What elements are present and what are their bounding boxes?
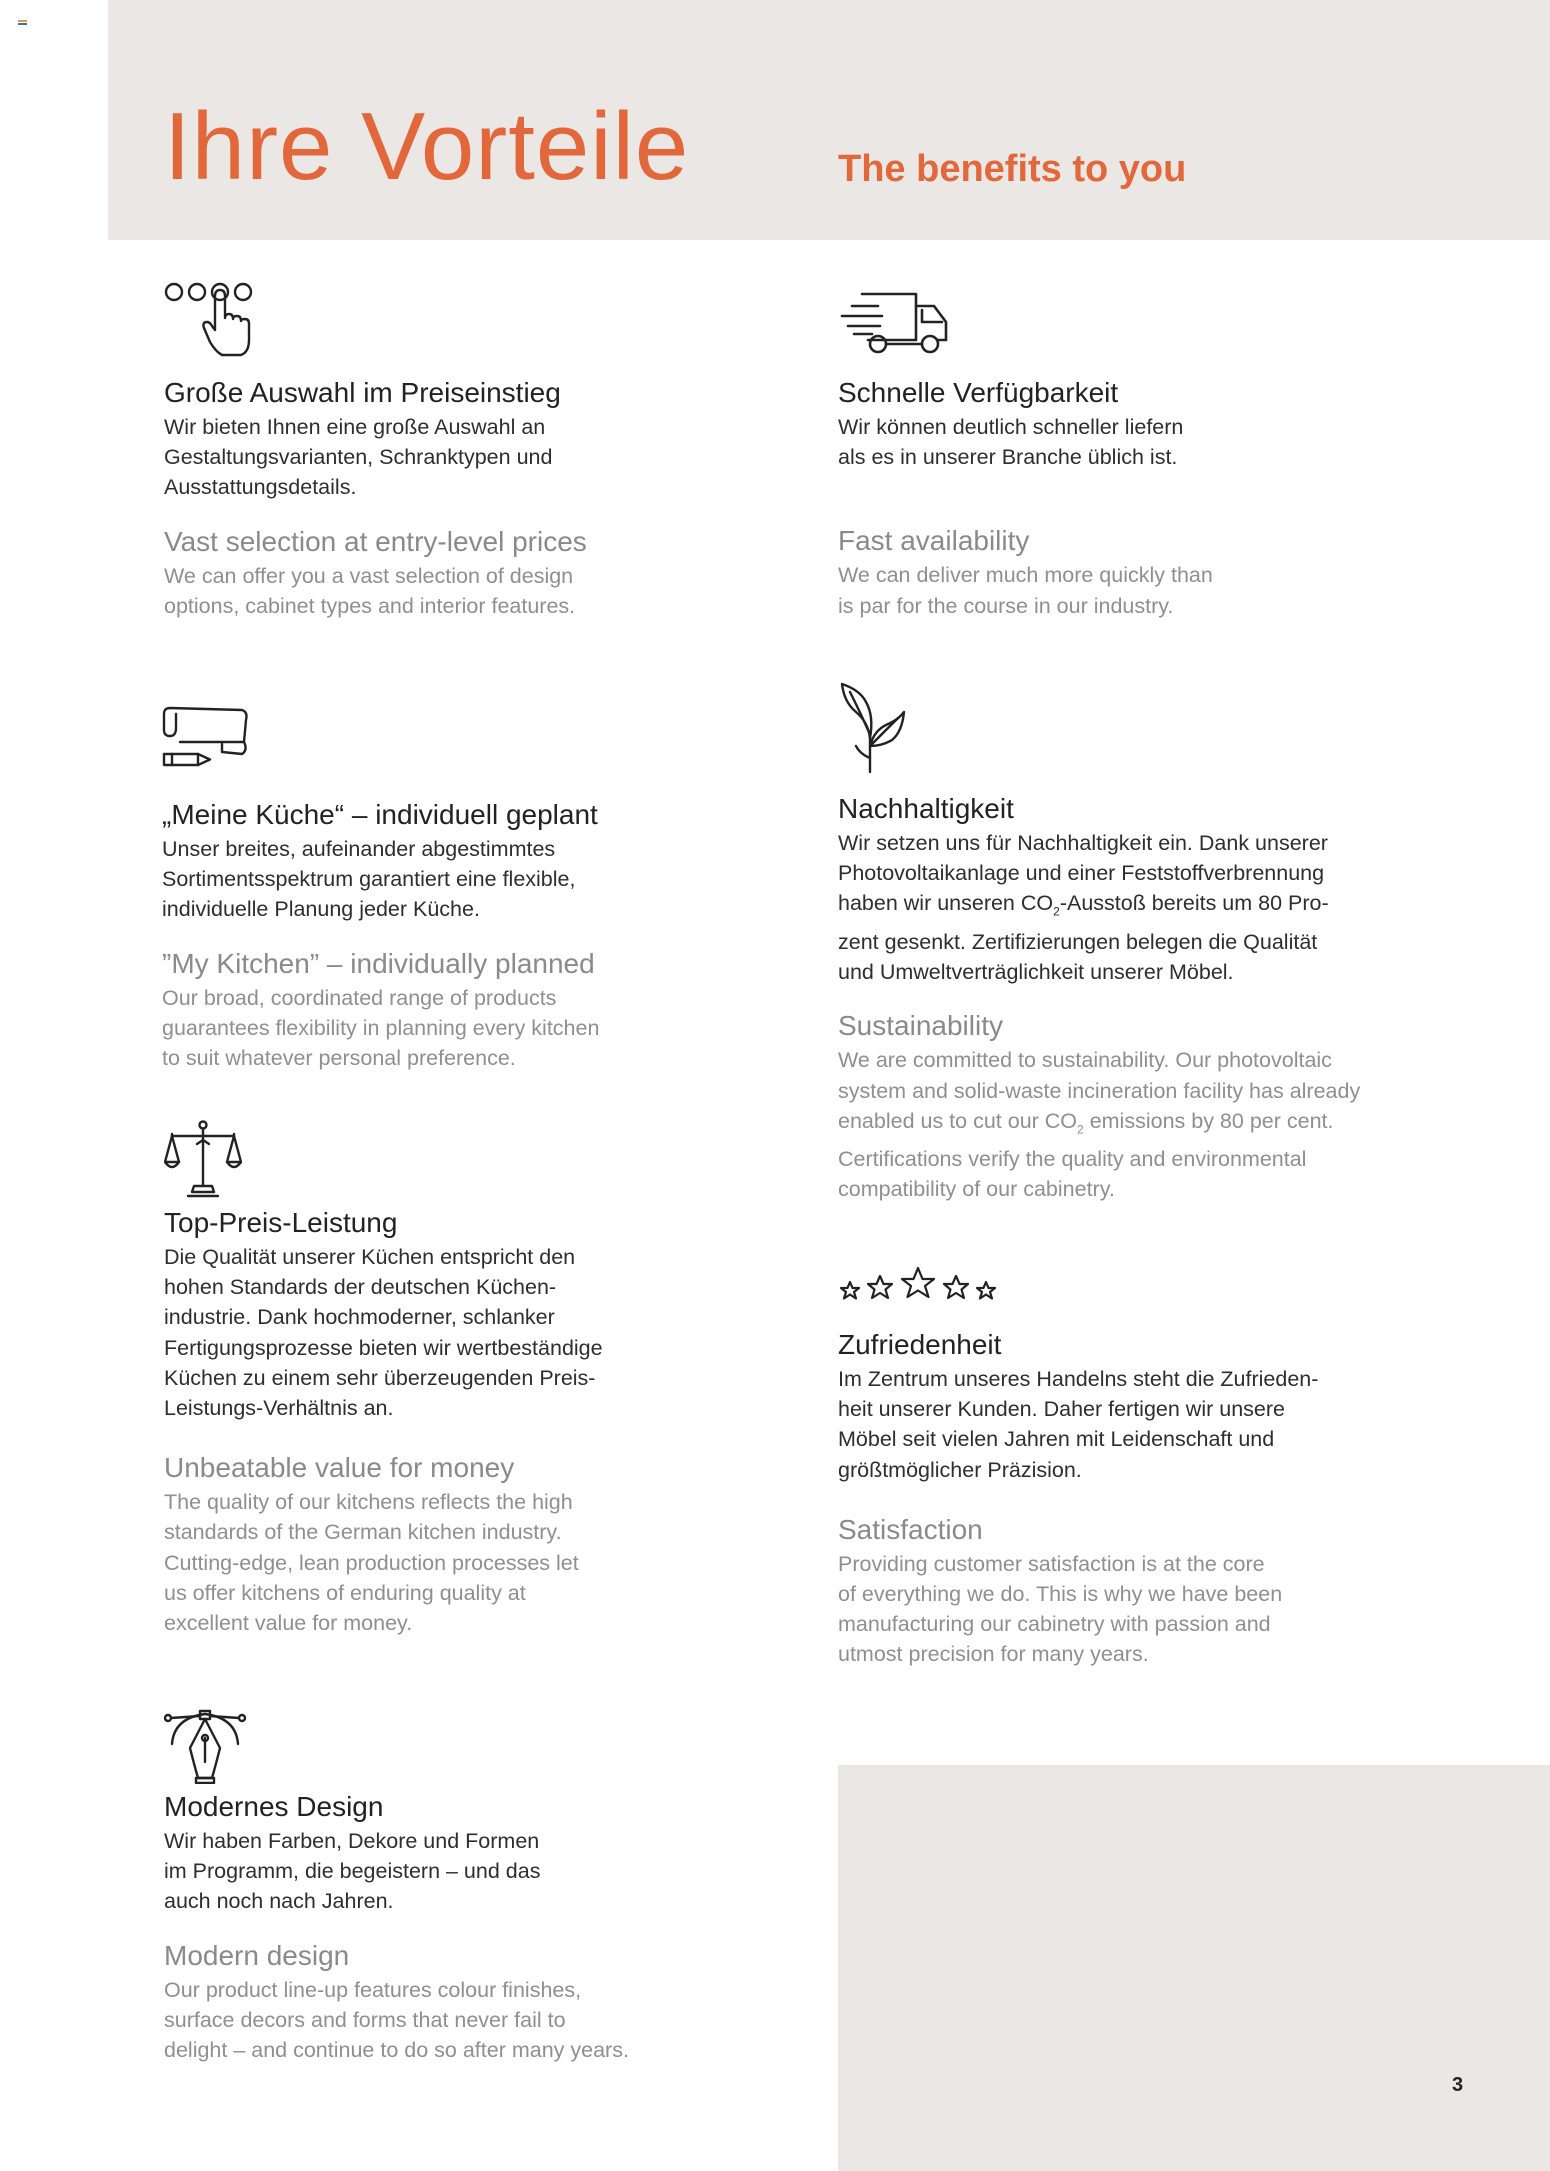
page-subtitle: The benefits to you — [838, 148, 1187, 190]
feature-text-de: Wir haben Farben, Dekore und Formen im Programm, die begeistern – und das auch noch nach Jahren. — [164, 1829, 541, 1914]
feature-text-en: Our product line-up features colour finishes, surface decors and forms that never fail to delight – and continue to do so after many years. — [164, 1977, 629, 2063]
five-stars-icon — [838, 1266, 998, 1314]
feature-design — [164, 1708, 784, 2065]
feature-text-de: Wir setzen uns für Nachhaltigkeit ein. Dank unserer Photovoltaikanlage und einer Feststoffverbrennung haben wir unseren $CO_2$-Ausstoß bereits um 80 Pro- zent gesenkt. Zertifizierungen belegen die Qualität und Umweltverträglichkeit unserer Möbel. — [838, 831, 1329, 985]
feature-kitchen — [162, 706, 762, 1073]
feature-heading-en: Unbeatable value for money — [164, 1452, 515, 1484]
balance-scale-icon — [164, 1120, 242, 1198]
feature-availability — [838, 288, 1438, 621]
hand-pointer-dots-icon — [164, 278, 258, 358]
feature-text-en: We can deliver much more quickly than is par for the course in our industry. — [838, 563, 1213, 618]
feature-sustainability — [838, 682, 1458, 1205]
feature-text-de: Unser breites, aufeinander abgestimmtes Sortimentsspektrum garantiert eine flexible, individuelle Planung jeder Küche. — [162, 837, 576, 922]
feature-heading-de: Große Auswahl im Preiseinstieg — [164, 377, 561, 408]
feature-text-de: Im Zentrum unseres Handelns steht die Zufrieden- heit unserer Kunden. Daher fertigen wir unsere Möbel seit vielen Jahren mit Leidenschaft und größtmöglicher Präzision. — [838, 1367, 1319, 1482]
pen-nib-curve-icon — [164, 1708, 246, 1784]
feature-heading-en: Vast selection at entry-level prices — [164, 525, 587, 557]
feature-text-en: We can offer you a vast selection of design options, cabinet types and interior features. — [164, 563, 576, 618]
feature-satisfaction — [838, 1266, 1458, 1670]
feature-text-de: Wir bieten Ihnen eine große Auswahl an Gestaltungsvarianten, Schranktypen und Ausstattungsdetails. — [164, 415, 553, 500]
feature-heading-de: Nachhaltigkeit — [838, 793, 1014, 824]
feature-heading-en: Sustainability — [838, 1010, 1003, 1042]
feature-heading-en: Fast availability — [838, 525, 1030, 557]
feature-heading-de: Modernes Design — [164, 1791, 384, 1822]
bottom-color-block — [838, 1765, 1550, 2171]
feature-text-de: Wir können deutlich schneller liefern als es in unserer Branche üblich ist. — [838, 415, 1184, 470]
feature-text-de: Die Qualität unserer Küchen entspricht den hohen Standards der deutschen Küchen- industrie. Dank hochmoderner, schlanker Fertigungsprozesse bieten wir wertbeständige Küchen zu einem sehr überzeugenden Preis- Leistungs-Verhältnis an. — [164, 1245, 603, 1421]
feature-text-en: Our broad, coordinated range of products guarantees flexibility in planning every kitchen to suit whatever personal preference. — [162, 985, 600, 1071]
feature-heading-de: Zufriedenheit — [838, 1329, 1002, 1360]
feature-heading-de: Schnelle Verfügbarkeit — [838, 377, 1119, 408]
feature-selection — [164, 278, 724, 621]
feature-text-en: We are committed to sustainability. Our photovoltaic system and solid-waste incineration facility has already enabled us to cut our $CO_2$ emissions by 80 per cent. Certifications verify the quality and environmental compatibility of our cabinetry. — [838, 1048, 1361, 1202]
feature-text-en: The quality of our kitchens reflects the high standards of the German kitchen industry. Cutting-edge, lean production processes let us offer kitchens of enduring quality at excellent value for money. — [164, 1490, 579, 1636]
feature-heading-en: Modern design — [164, 1939, 350, 1971]
feature-value — [164, 1120, 764, 1638]
plan-pencil-icon — [162, 706, 252, 772]
feature-heading-en: ”My Kitchen” – individually planned — [162, 947, 595, 979]
plant-sprout-icon — [838, 682, 908, 774]
corner-mark — [18, 20, 27, 27]
delivery-truck-icon — [838, 288, 952, 358]
feature-heading-de: Top-Preis-Leistung — [164, 1207, 398, 1238]
feature-heading-en: Satisfaction — [838, 1513, 983, 1545]
feature-heading-de: „Meine Küche“ – individuell geplant — [162, 799, 598, 830]
page-number: 3 — [1452, 2074, 1464, 2096]
page-title: Ihre Vorteile — [164, 93, 690, 200]
feature-text-en: Providing customer satisfaction is at the core of everything we do. This is why we have been manufacturing our cabinetry with passion and utmost precision for many years. — [838, 1551, 1283, 1667]
